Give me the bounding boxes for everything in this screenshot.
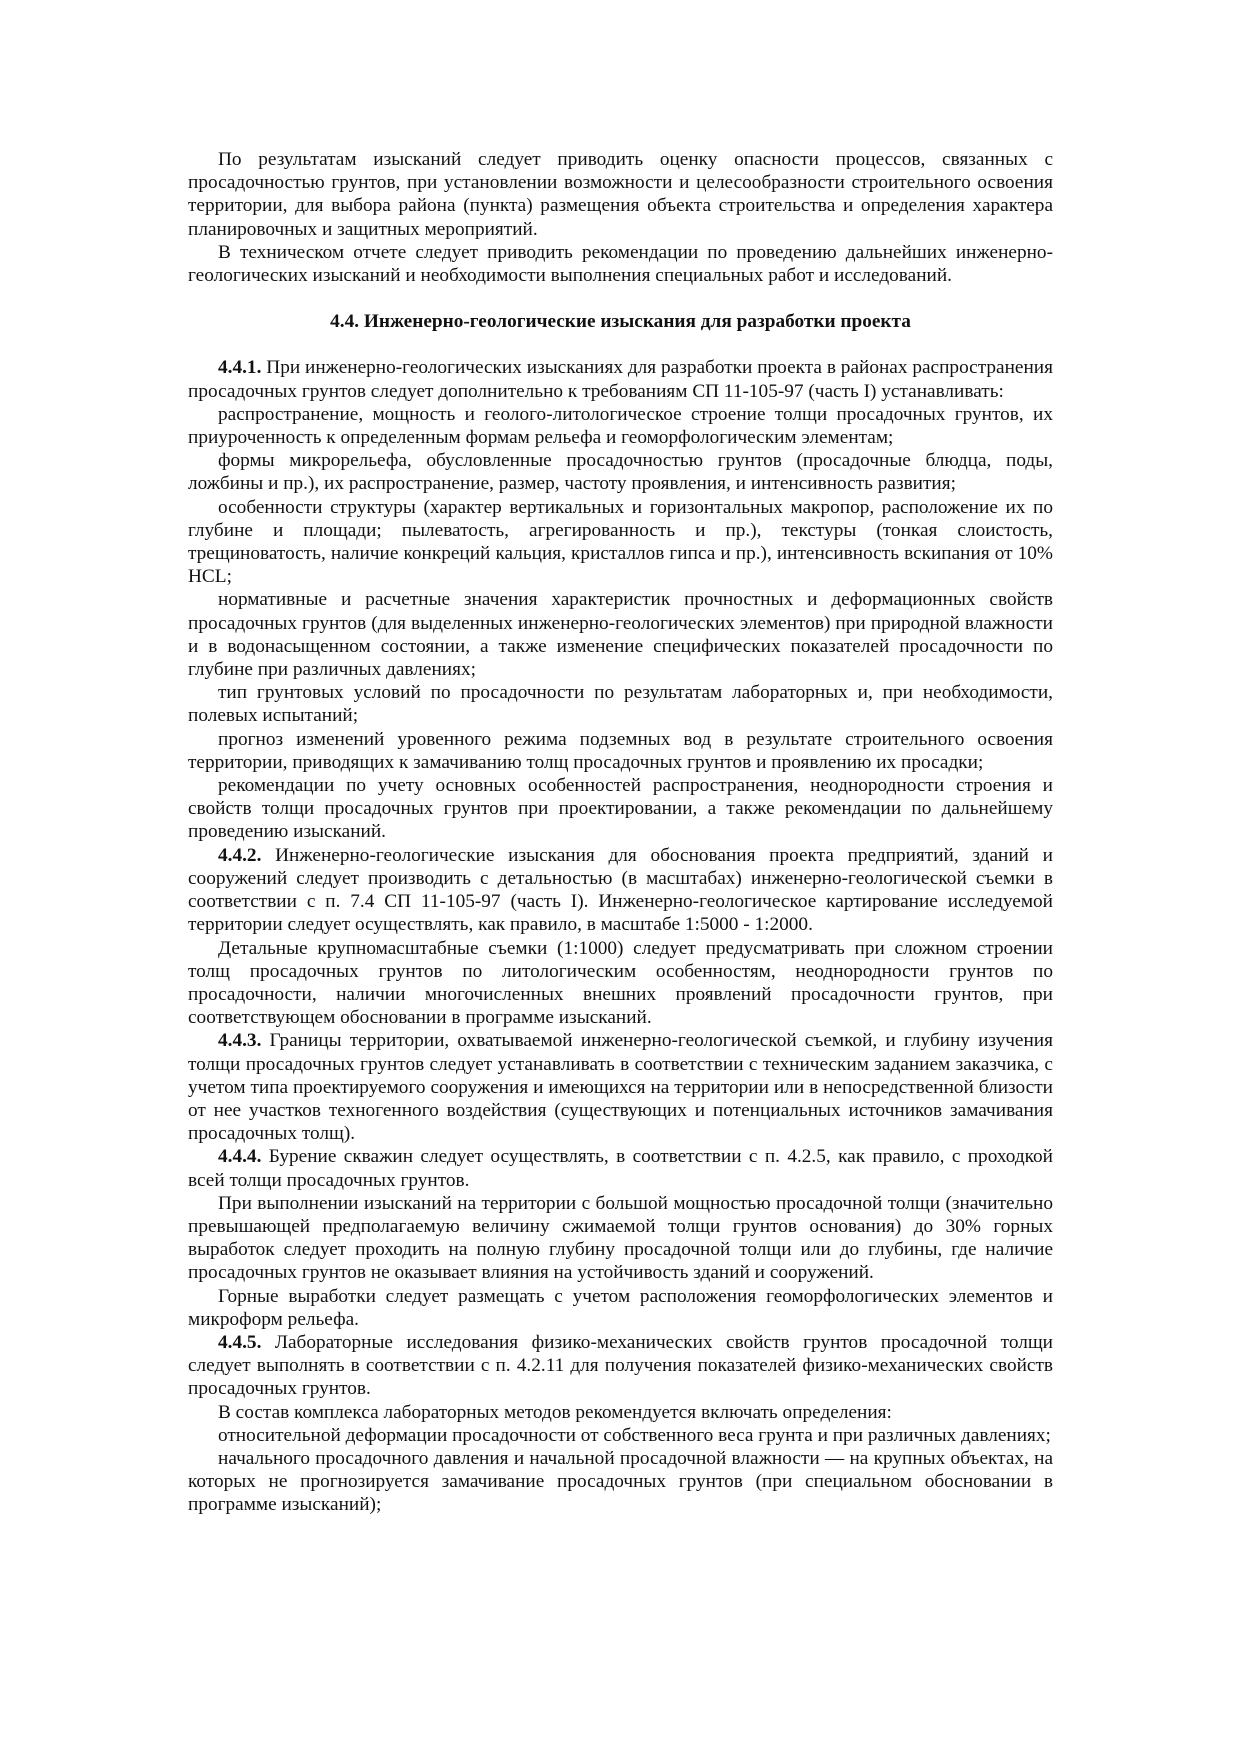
list-item: начального просадочного давления и начальной просадочной влажности — на крупных объектах, на которых не прогнозируется замачивание просадочных грунтов (при специальном обосновании в программе изысканий); bbox=[188, 1447, 1053, 1516]
document-page bbox=[188, 148, 1053, 1517]
paragraph-text: Инженерно-геологические изыскания для обоснования проекта предприятий, зданий и сооружений следует производить с детальностью (в масштабах) инженерно-геологической съемки в соответствии с п. 7.4 СП 11-105-97 (часть I). Инженерно-геологическое картирование исследуемой территории следует осуществлять, как правило, в масштабе 1:5000 - 1:2000. bbox=[188, 844, 1053, 936]
intro-paragraph: В техническом отчете следует приводить рекомендации по проведению дальнейших инженерно-геологических изысканий и необходимости выполнения специальных работ и исследований. bbox=[188, 241, 1053, 287]
clause-number: 4.4.4. bbox=[218, 1146, 262, 1168]
clause-number: 4.4.5. bbox=[218, 1331, 262, 1353]
clause-paragraph bbox=[188, 1331, 1053, 1401]
clause-paragraph bbox=[188, 356, 1053, 402]
intro-block bbox=[188, 148, 1053, 287]
list-item: прогноз изменений уровенного режима подземных вод в результате строительного освоения территории, приводящих к замачиванию толщ просадочных грунтов и проявлению их просадки; bbox=[188, 728, 1053, 773]
list-item: рекомендации по учету основных особенностей распространения, неоднородности строения и свойств толщи просадочных грунтов при проектировании, а также рекомендации по дальнейшему проведению изысканий. bbox=[188, 775, 1053, 843]
paragraph-text: Бурение скважин следует осуществлять, в соответствии с п. 4.2.5, как правило, с проходкой всей толщи просадочных грунтов. bbox=[188, 1146, 1054, 1191]
list-item: особенности структуры (характер вертикальных и горизонтальных макропор, расположение их по глубине и площади; пылеватость, агрегированность и пр.), текстуры (тонкая слоистость, трещиноватость, наличие конкреций кальция, кристаллов гипса и пр.), интенсивность вскипания от 10% HCL; bbox=[188, 496, 1053, 588]
clause-paragraph bbox=[188, 844, 1053, 937]
body-paragraph: При выполнении изысканий на территории с большой мощностью просадочной толщи (значительно превышающей предполагаемую величину сжимаемой толщи грунтов основания) до 30% горных выработок следует проходить на полную глубину просадочной толщи или до глубины, где наличие просадочных грунтов не оказывает влияния на устойчивость зданий и сооружений. bbox=[188, 1192, 1053, 1284]
clause-number: 4.4.2. bbox=[218, 844, 262, 866]
list-item: распространение, мощность и геолого-литологическое строение толщи просадочных грунтов, их приуроченность к определенным формам рельефа и геоморфологическим элементам; bbox=[188, 403, 1053, 449]
list-item: тип грунтовых условий по просадочности по результатам лабораторных и, при необходимости, полевых испытаний; bbox=[188, 682, 1053, 727]
clause-number: 4.4.1. bbox=[218, 357, 262, 379]
list-item: формы микрорельефа, обусловленные просадочностью грунтов (просадочные блюдца, поды, ложбины и пр.), их распространение, размер, частоту проявления, и интенсивность развития; bbox=[188, 450, 1053, 495]
section-body bbox=[188, 356, 1053, 1516]
clause-paragraph bbox=[188, 1145, 1053, 1191]
paragraph-text: Лабораторные исследования физико-механических свойств грунтов просадочной толщи следует выполнять в соответствии с п. 4.2.11 для получения показателей физико-механических свойств просадочных грунтов. bbox=[188, 1331, 1053, 1400]
section-heading: 4.4. Инженерно-геологические изыскания для разработки проекта bbox=[330, 311, 911, 333]
list-item: нормативные и расчетные значения характеристик прочностных и деформационных свойств просадочных грунтов (для выделенных инженерно-геологических элементов) при природной влажности и в водонасыщенном состоянии, а также изменение специфических показателей просадочности по глубине при различных давлениях; bbox=[188, 589, 1053, 681]
body-paragraph: Детальные крупномасштабные съемки (1:1000) следует предусматривать при сложном строении толщ просадочных грунтов по литологическим особенностям, неоднородности грунтов по просадочности, наличии многочисленных внешних проявлений просадочности грунтов, при соответствующем обосновании в программе изысканий. bbox=[188, 937, 1053, 1029]
paragraph-text: При инженерно-геологических изысканиях для разработки проекта в районах распространения просадочных грунтов следует дополнительно к требованиям СП 11-105-97 (часть I) устанавливать: bbox=[188, 357, 1053, 402]
body-paragraph: Горные выработки следует размещать с учетом расположения геоморфологических элементов и микроформ рельефа. bbox=[188, 1285, 1053, 1330]
intro-paragraph: По результатам изысканий следует приводить оценку опасности процессов, связанных с просадочностью грунтов, при установлении возможности и целесообразности строительного освоения территории, для выбора района (пункта) размещения объекта строительства и определения характера планировочных и защитных мероприятий. bbox=[188, 149, 1053, 240]
paragraph-text: Границы территории, охватываемой инженерно-геологической съемкой, и глубину изучения толщи просадочных грунтов следует устанавливать в соответствии с техническим заданием заказчика, с учетом типа проектируемого сооружения и имеющихся на территории или в непосредственной близости от нее участков техногенного воздействия (существующих и потенциальных источников замачивания просадочных толщ). bbox=[188, 1030, 1053, 1145]
body-paragraph: В состав комплекса лабораторных методов рекомендуется включать определения: bbox=[218, 1401, 892, 1423]
list-item: относительной деформации просадочности от собственного веса грунта и при различных давлениях; bbox=[218, 1424, 1051, 1446]
clause-number: 4.4.3. bbox=[218, 1030, 262, 1052]
clause-paragraph bbox=[188, 1029, 1053, 1145]
